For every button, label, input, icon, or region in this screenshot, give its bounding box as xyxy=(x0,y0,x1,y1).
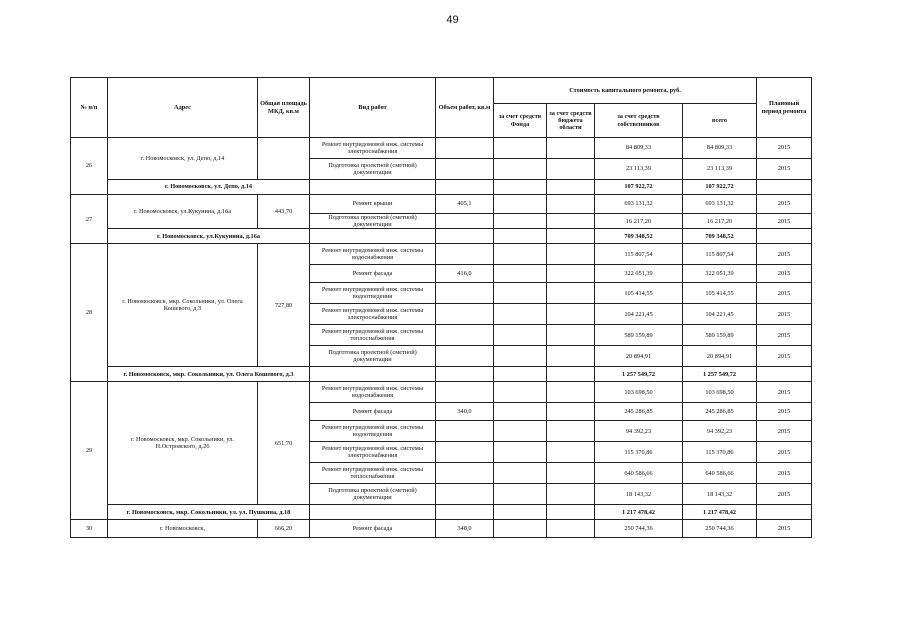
work-type-cell: Ремонт фасада xyxy=(310,265,436,283)
fund-cell xyxy=(494,138,547,159)
year-cell: 2015 xyxy=(757,403,812,421)
fund-cell xyxy=(494,442,547,463)
fund-cell xyxy=(494,159,547,180)
volume-cell xyxy=(436,244,494,265)
volume-cell xyxy=(436,382,494,403)
repair-cost-table xyxy=(70,77,812,538)
budget-cell xyxy=(547,421,595,442)
owners-cost-cell: 589 159,89 xyxy=(595,325,683,346)
subtotal-owners: 1 217 478,42 xyxy=(595,505,683,520)
volume-cell xyxy=(436,346,494,367)
year-cell: 2015 xyxy=(757,265,812,283)
owners-cost-cell: 245 286,85 xyxy=(595,403,683,421)
year-cell: 2015 xyxy=(757,346,812,367)
subtotal-owners: 107 922,72 xyxy=(595,180,683,195)
fund-cell xyxy=(494,214,547,229)
work-type-cell: Подготовка проектной (сметной) документации xyxy=(310,159,436,180)
subtotal-label: г. Новомосковск, ул. Депо, д.14 xyxy=(108,180,310,195)
subtotal-volume-empty xyxy=(436,367,494,382)
budget-cell xyxy=(547,214,595,229)
row-number: 27 xyxy=(71,195,108,244)
year-cell: 2015 xyxy=(757,484,812,505)
fund-cell xyxy=(494,265,547,283)
owners-cost-cell: 115 370,86 xyxy=(595,442,683,463)
fund-cell xyxy=(494,195,547,214)
subtotal-work-empty xyxy=(310,180,436,195)
work-type-cell: Ремонт внутридомовой инж. системы теплоснабжения xyxy=(310,463,436,484)
subtotal-row xyxy=(71,229,812,244)
header-work-type: Вид работ xyxy=(310,78,436,138)
budget-cell xyxy=(547,195,595,214)
volume-cell xyxy=(436,214,494,229)
year-cell: 2015 xyxy=(757,283,812,304)
header-total: всего xyxy=(683,104,757,138)
subtotal-volume-empty xyxy=(436,180,494,195)
header-address: Адрес xyxy=(108,78,258,138)
subtotal-year-empty xyxy=(757,180,812,195)
area-cell xyxy=(258,138,310,180)
header-year: Плановый период ремонта xyxy=(757,78,812,138)
volume-cell xyxy=(436,421,494,442)
header-owners: за счет средств собственников xyxy=(595,104,683,138)
volume-cell: 348,0 xyxy=(436,520,494,538)
subtotal-budget-empty xyxy=(547,367,595,382)
page-number: 49 xyxy=(446,14,459,26)
subtotal-work-empty xyxy=(310,505,436,520)
budget-cell xyxy=(547,265,595,283)
fund-cell xyxy=(494,283,547,304)
total-cost-cell: 589 159,89 xyxy=(683,325,757,346)
year-cell: 2015 xyxy=(757,304,812,325)
budget-cell xyxy=(547,138,595,159)
year-cell: 2015 xyxy=(757,159,812,180)
owners-cost-cell: 103 698,50 xyxy=(595,382,683,403)
work-type-cell: Подготовка проектной (сметной) документации xyxy=(310,214,436,229)
subtotal-label: г. Новомосковск, ул.Кукунина, д.16а xyxy=(108,229,310,244)
subtotal-owners: 1 257 549,72 xyxy=(595,367,683,382)
year-cell: 2015 xyxy=(757,421,812,442)
subtotal-label: г. Новомосковск, мкр. Сокольники, ул. ул. Пушкина, д.18 xyxy=(108,505,310,520)
work-type-cell: Ремонт внутридомовой инж. системы водоснабжения xyxy=(310,244,436,265)
budget-cell xyxy=(547,304,595,325)
volume-cell xyxy=(436,159,494,180)
subtotal-year-empty xyxy=(757,505,812,520)
header-cost-group: Стоимость капитального ремонта, руб. xyxy=(494,78,757,104)
work-type-cell: Ремонт внутридомовой инж. системы теплоснабжения xyxy=(310,325,436,346)
budget-cell xyxy=(547,283,595,304)
subtotal-row xyxy=(71,180,812,195)
address-cell: г. Новомосковск, ул.Кукунина, д.16а xyxy=(108,195,258,229)
area-cell: 666,20 xyxy=(258,520,310,538)
table-row xyxy=(71,195,812,214)
work-type-cell: Подготовка проектной (сметной) документации xyxy=(310,346,436,367)
subtotal-owners: 709 348,52 xyxy=(595,229,683,244)
volume-cell: 340,0 xyxy=(436,403,494,421)
owners-cost-cell: 94 392,23 xyxy=(595,421,683,442)
volume-cell: 416,0 xyxy=(436,265,494,283)
fund-cell xyxy=(494,421,547,442)
owners-cost-cell: 250 744,36 xyxy=(595,520,683,538)
total-cost-cell: 16 217,20 xyxy=(683,214,757,229)
total-cost-cell: 105 414,55 xyxy=(683,283,757,304)
volume-cell xyxy=(436,304,494,325)
table-row xyxy=(71,382,812,403)
budget-cell xyxy=(547,463,595,484)
work-type-cell: Ремонт внутридомовой инж. системы водоотведения xyxy=(310,421,436,442)
total-cost-cell: 640 586,66 xyxy=(683,463,757,484)
budget-cell xyxy=(547,442,595,463)
total-cost-cell: 693 131,32 xyxy=(683,195,757,214)
fund-cell xyxy=(494,346,547,367)
budget-cell xyxy=(547,244,595,265)
work-type-cell: Подготовка проектной (сметной) документации xyxy=(310,484,436,505)
work-type-cell: Ремонт внутридомовой инж. системы электроснабжения xyxy=(310,138,436,159)
owners-cost-cell: 20 894,91 xyxy=(595,346,683,367)
owners-cost-cell: 104 221,45 xyxy=(595,304,683,325)
address-cell: г. Новомосковск, ул. Депо, д.14 xyxy=(108,138,258,180)
owners-cost-cell: 105 414,55 xyxy=(595,283,683,304)
table-row xyxy=(71,244,812,265)
owners-cost-cell: 322 051,39 xyxy=(595,265,683,283)
owners-cost-cell: 16 217,20 xyxy=(595,214,683,229)
area-cell: 651,70 xyxy=(258,382,310,505)
table-row xyxy=(71,520,812,538)
fund-cell xyxy=(494,325,547,346)
address-cell: г. Новомосковск, мкр. Сокольники, ул. Олега Кошевого, д.3 xyxy=(108,244,258,367)
subtotal-budget-empty xyxy=(547,229,595,244)
owners-cost-cell: 23 113,39 xyxy=(595,159,683,180)
subtotal-row xyxy=(71,367,812,382)
subtotal-fund-empty xyxy=(494,367,547,382)
row-number: 28 xyxy=(71,244,108,382)
header-fund: за счет средств Фонда xyxy=(494,104,547,138)
work-type-cell: Ремонт внутридомовой инж. системы водоотведения xyxy=(310,283,436,304)
volume-cell xyxy=(436,325,494,346)
address-cell: г. Новомосковск, мкр. Сокольники, ул. Н.Островского, д.26 xyxy=(108,382,258,505)
total-cost-cell: 250 744,36 xyxy=(683,520,757,538)
total-cost-cell: 103 698,50 xyxy=(683,382,757,403)
table-header xyxy=(71,78,812,138)
year-cell: 2015 xyxy=(757,195,812,214)
total-cost-cell: 94 392,23 xyxy=(683,421,757,442)
budget-cell xyxy=(547,403,595,421)
subtotal-year-empty xyxy=(757,229,812,244)
area-cell: 443,70 xyxy=(258,195,310,229)
total-cost-cell: 23 113,39 xyxy=(683,159,757,180)
volume-cell xyxy=(436,283,494,304)
row-number: 30 xyxy=(71,520,108,538)
subtotal-total: 709 348,52 xyxy=(683,229,757,244)
subtotal-year-empty xyxy=(757,367,812,382)
fund-cell xyxy=(494,403,547,421)
year-cell: 2015 xyxy=(757,214,812,229)
fund-cell xyxy=(494,463,547,484)
volume-cell xyxy=(436,138,494,159)
work-type-cell: Ремонт фасада xyxy=(310,520,436,538)
header-budget: за счет средств бюджета области xyxy=(547,104,595,138)
work-type-cell: Ремонт внутридомовой инж. системы водоснабжения xyxy=(310,382,436,403)
table-row xyxy=(71,138,812,159)
address-cell: г. Новомосковск, xyxy=(108,520,258,538)
fund-cell xyxy=(494,484,547,505)
subtotal-volume-empty xyxy=(436,505,494,520)
subtotal-total: 107 922,72 xyxy=(683,180,757,195)
table-body xyxy=(71,138,812,538)
year-cell: 2015 xyxy=(757,382,812,403)
total-cost-cell: 18 143,32 xyxy=(683,484,757,505)
header-area: Общая площадь МКД, кв.м xyxy=(258,78,310,138)
subtotal-budget-empty xyxy=(547,180,595,195)
work-type-cell: Ремонт внутридомовой инж. системы электроснабжения xyxy=(310,442,436,463)
owners-cost-cell: 640 586,66 xyxy=(595,463,683,484)
year-cell: 2015 xyxy=(757,520,812,538)
subtotal-work-empty xyxy=(310,367,436,382)
row-number: 29 xyxy=(71,382,108,520)
budget-cell xyxy=(547,346,595,367)
header-num: № п/п xyxy=(71,78,108,138)
subtotal-volume-empty xyxy=(436,229,494,244)
budget-cell xyxy=(547,484,595,505)
total-cost-cell: 20 894,91 xyxy=(683,346,757,367)
budget-cell xyxy=(547,520,595,538)
area-cell: 727,80 xyxy=(258,244,310,367)
budget-cell xyxy=(547,382,595,403)
owners-cost-cell: 115 807,54 xyxy=(595,244,683,265)
total-cost-cell: 245 286,85 xyxy=(683,403,757,421)
subtotal-fund-empty xyxy=(494,229,547,244)
work-type-cell: Ремонт внутридомовой инж. системы электроснабжения xyxy=(310,304,436,325)
year-cell: 2015 xyxy=(757,244,812,265)
subtotal-fund-empty xyxy=(494,505,547,520)
subtotal-total: 1 217 478,42 xyxy=(683,505,757,520)
work-type-cell: Ремонт фасада xyxy=(310,403,436,421)
year-cell: 2015 xyxy=(757,442,812,463)
total-cost-cell: 104 221,45 xyxy=(683,304,757,325)
total-cost-cell: 322 051,39 xyxy=(683,265,757,283)
budget-cell xyxy=(547,325,595,346)
volume-cell: 405,1 xyxy=(436,195,494,214)
fund-cell xyxy=(494,520,547,538)
owners-cost-cell: 693 131,32 xyxy=(595,195,683,214)
year-cell: 2015 xyxy=(757,325,812,346)
volume-cell xyxy=(436,463,494,484)
total-cost-cell: 115 370,86 xyxy=(683,442,757,463)
volume-cell xyxy=(436,442,494,463)
year-cell: 2015 xyxy=(757,463,812,484)
budget-cell xyxy=(547,159,595,180)
fund-cell xyxy=(494,382,547,403)
year-cell: 2015 xyxy=(757,138,812,159)
subtotal-fund-empty xyxy=(494,180,547,195)
work-type-cell: Ремонт крыши xyxy=(310,195,436,214)
row-number: 26 xyxy=(71,138,108,195)
subtotal-budget-empty xyxy=(547,505,595,520)
subtotal-row xyxy=(71,505,812,520)
header-volume: Объем работ, кв.м xyxy=(436,78,494,138)
total-cost-cell: 84 809,33 xyxy=(683,138,757,159)
fund-cell xyxy=(494,244,547,265)
subtotal-label: г. Новомосковск, мкр. Сокольники, ул. Олега Кошевого, д.3 xyxy=(108,367,310,382)
volume-cell xyxy=(436,484,494,505)
owners-cost-cell: 18 143,32 xyxy=(595,484,683,505)
total-cost-cell: 115 807,54 xyxy=(683,244,757,265)
owners-cost-cell: 84 809,33 xyxy=(595,138,683,159)
fund-cell xyxy=(494,304,547,325)
subtotal-total: 1 257 549,72 xyxy=(683,367,757,382)
subtotal-work-empty xyxy=(310,229,436,244)
